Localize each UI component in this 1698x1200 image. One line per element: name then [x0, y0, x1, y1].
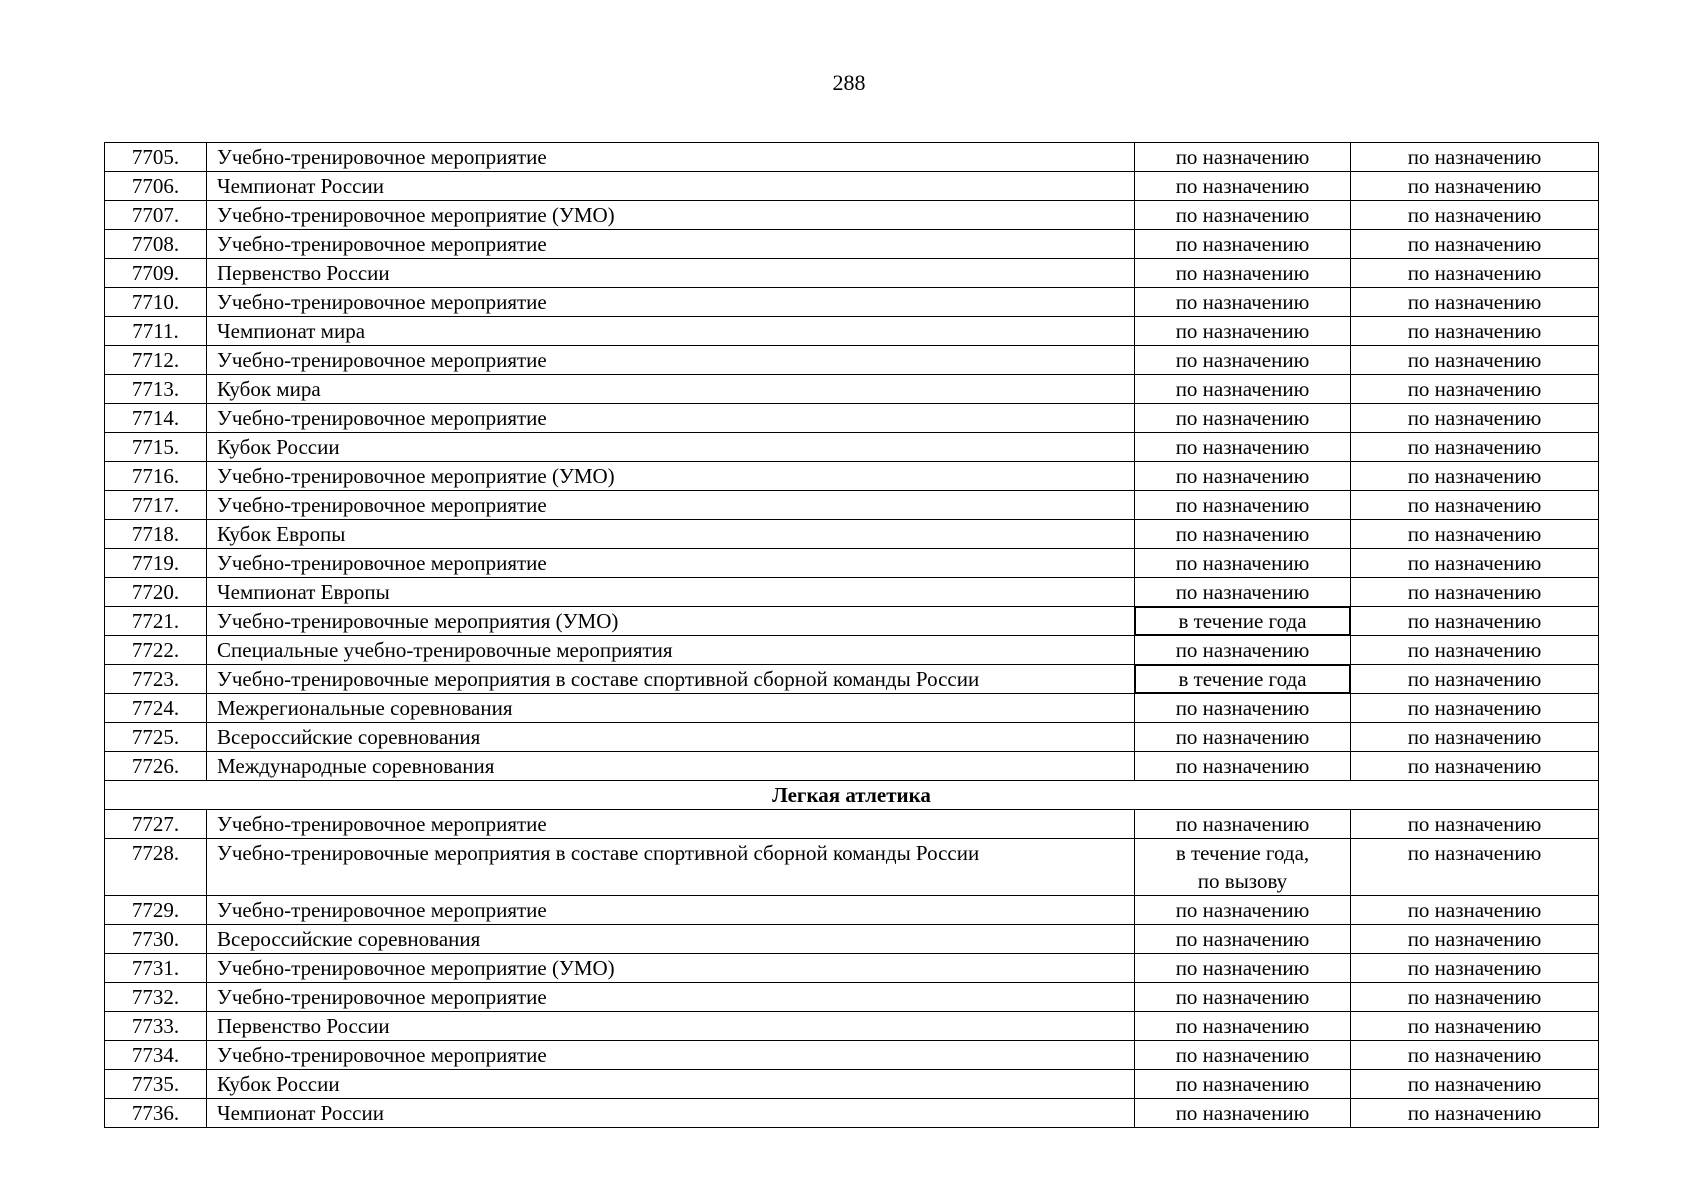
- row-number: 7728.: [105, 839, 207, 896]
- row-number: 7718.: [105, 520, 207, 549]
- event-name: Первенство России: [207, 259, 1135, 288]
- row-number: 7725.: [105, 723, 207, 752]
- row-number: 7720.: [105, 578, 207, 607]
- row-number: 7709.: [105, 259, 207, 288]
- event-date: по назначению: [1135, 1041, 1351, 1070]
- event-name: Чемпионат мира: [207, 317, 1135, 346]
- row-number: 7727.: [105, 810, 207, 839]
- event-date: по назначению: [1135, 549, 1351, 578]
- event-place: по назначению: [1351, 896, 1599, 925]
- table-row: [105, 549, 1599, 578]
- event-place: по назначению: [1351, 723, 1599, 752]
- event-name: Чемпионат России: [207, 172, 1135, 201]
- table-row: [105, 896, 1599, 925]
- event-date: по назначению: [1135, 230, 1351, 259]
- event-date: по назначению: [1135, 520, 1351, 549]
- event-place: по назначению: [1351, 1070, 1599, 1099]
- row-number: 7712.: [105, 346, 207, 375]
- event-date: по назначению: [1135, 954, 1351, 983]
- event-date: по назначению: [1135, 752, 1351, 781]
- event-place: по назначению: [1351, 1012, 1599, 1041]
- row-number: 7732.: [105, 983, 207, 1012]
- row-number: 7731.: [105, 954, 207, 983]
- event-date-line-2: по вызову: [1197, 869, 1288, 893]
- row-number: 7733.: [105, 1012, 207, 1041]
- event-place: по назначению: [1351, 694, 1599, 723]
- event-place: по назначению: [1351, 404, 1599, 433]
- event-date-line-1: в течение года,: [1175, 841, 1310, 865]
- row-number: 7736.: [105, 1099, 207, 1128]
- table-row: [105, 491, 1599, 520]
- table-row: [105, 375, 1599, 404]
- event-date: по назначению: [1135, 925, 1351, 954]
- event-place: по назначению: [1351, 462, 1599, 491]
- event-name: Учебно-тренировочные мероприятия (УМО): [207, 607, 1135, 636]
- event-date: по назначению: [1135, 896, 1351, 925]
- event-place: по назначению: [1351, 288, 1599, 317]
- event-place: по назначению: [1351, 143, 1599, 172]
- event-date: [1135, 839, 1351, 896]
- table-row: [105, 1041, 1599, 1070]
- table-row: [105, 723, 1599, 752]
- row-number: 7730.: [105, 925, 207, 954]
- table-row: [105, 665, 1599, 694]
- row-number: 7715.: [105, 433, 207, 462]
- table-row: [105, 317, 1599, 346]
- event-date: в течение года: [1135, 607, 1351, 636]
- event-date: по назначению: [1135, 259, 1351, 288]
- row-number: 7734.: [105, 1041, 207, 1070]
- section-header-row: [105, 781, 1599, 810]
- table-row: [105, 346, 1599, 375]
- event-place: по назначению: [1351, 810, 1599, 839]
- event-place: по назначению: [1351, 230, 1599, 259]
- row-number: 7723.: [105, 665, 207, 694]
- row-number: 7714.: [105, 404, 207, 433]
- row-number: 7719.: [105, 549, 207, 578]
- table-row: [105, 752, 1599, 781]
- event-name: Учебно-тренировочное мероприятие: [207, 810, 1135, 839]
- row-number: 7722.: [105, 636, 207, 665]
- event-place: по назначению: [1351, 578, 1599, 607]
- event-place: по назначению: [1351, 636, 1599, 665]
- row-number: 7717.: [105, 491, 207, 520]
- row-number: 7716.: [105, 462, 207, 491]
- event-date: по назначению: [1135, 404, 1351, 433]
- table-row: [105, 201, 1599, 230]
- event-name: Учебно-тренировочное мероприятие (УМО): [207, 201, 1135, 230]
- table-row: [105, 433, 1599, 462]
- event-place: по назначению: [1351, 375, 1599, 404]
- table-row: [105, 925, 1599, 954]
- row-number: 7724.: [105, 694, 207, 723]
- event-date: по назначению: [1135, 462, 1351, 491]
- row-number: 7710.: [105, 288, 207, 317]
- event-date: по назначению: [1135, 143, 1351, 172]
- table-row: [105, 172, 1599, 201]
- row-number: 7706.: [105, 172, 207, 201]
- event-name: Чемпионат Европы: [207, 578, 1135, 607]
- event-place: по назначению: [1351, 491, 1599, 520]
- event-date: по назначению: [1135, 1070, 1351, 1099]
- event-name: Учебно-тренировочное мероприятие: [207, 346, 1135, 375]
- row-number: 7729.: [105, 896, 207, 925]
- events-table: [104, 142, 1599, 1128]
- event-place: по назначению: [1351, 549, 1599, 578]
- row-number: 7721.: [105, 607, 207, 636]
- event-name: Кубок России: [207, 1070, 1135, 1099]
- event-place: по назначению: [1351, 172, 1599, 201]
- event-name: Всероссийские соревнования: [207, 723, 1135, 752]
- event-date: по назначению: [1135, 578, 1351, 607]
- table-row: [105, 230, 1599, 259]
- event-date: по назначению: [1135, 810, 1351, 839]
- table-row: [105, 143, 1599, 172]
- event-name: Учебно-тренировочное мероприятие: [207, 230, 1135, 259]
- event-date: по назначению: [1135, 317, 1351, 346]
- event-date: по назначению: [1135, 1012, 1351, 1041]
- event-name: Учебно-тренировочное мероприятие: [207, 491, 1135, 520]
- event-date: в течение года: [1135, 665, 1351, 694]
- event-date: по назначению: [1135, 983, 1351, 1012]
- row-number: 7711.: [105, 317, 207, 346]
- event-place: по назначению: [1351, 520, 1599, 549]
- table-row: [105, 636, 1599, 665]
- event-place: по назначению: [1351, 839, 1599, 896]
- event-place: по назначению: [1351, 433, 1599, 462]
- table-row: [105, 1012, 1599, 1041]
- event-name: Учебно-тренировочное мероприятие (УМО): [207, 462, 1135, 491]
- event-name: Международные соревнования: [207, 752, 1135, 781]
- event-date: по назначению: [1135, 491, 1351, 520]
- event-place: по назначению: [1351, 665, 1599, 694]
- event-date: по назначению: [1135, 172, 1351, 201]
- event-place: по назначению: [1351, 317, 1599, 346]
- event-date: по назначению: [1135, 288, 1351, 317]
- table-row: [105, 810, 1599, 839]
- event-name: Чемпионат России: [207, 1099, 1135, 1128]
- event-date: по назначению: [1135, 201, 1351, 230]
- event-name: Учебно-тренировочное мероприятие: [207, 896, 1135, 925]
- table-row: [105, 520, 1599, 549]
- event-name: Учебно-тренировочное мероприятие: [207, 983, 1135, 1012]
- event-name: Межрегиональные соревнования: [207, 694, 1135, 723]
- event-name: Учебно-тренировочное мероприятие: [207, 143, 1135, 172]
- row-number: 7707.: [105, 201, 207, 230]
- event-date: по назначению: [1135, 636, 1351, 665]
- event-name: Всероссийские соревнования: [207, 925, 1135, 954]
- event-place: по назначению: [1351, 1041, 1599, 1070]
- table-row: [105, 404, 1599, 433]
- row-number: 7735.: [105, 1070, 207, 1099]
- event-place: по назначению: [1351, 983, 1599, 1012]
- event-place: по назначению: [1351, 925, 1599, 954]
- event-name: Кубок мира: [207, 375, 1135, 404]
- table-row: [105, 578, 1599, 607]
- table-row: [105, 462, 1599, 491]
- event-date: по назначению: [1135, 346, 1351, 375]
- event-name: Учебно-тренировочные мероприятия в составе спортивной сборной команды России: [207, 839, 1135, 896]
- table-row: [105, 694, 1599, 723]
- table-row: [105, 607, 1599, 636]
- table-row: [105, 288, 1599, 317]
- event-place: по назначению: [1351, 752, 1599, 781]
- event-place: по назначению: [1351, 1099, 1599, 1128]
- event-name: Учебно-тренировочное мероприятие: [207, 549, 1135, 578]
- row-number: 7713.: [105, 375, 207, 404]
- event-name: Учебно-тренировочное мероприятие: [207, 288, 1135, 317]
- event-name: Учебно-тренировочное мероприятие (УМО): [207, 954, 1135, 983]
- event-place: по назначению: [1351, 259, 1599, 288]
- table-row: [105, 954, 1599, 983]
- event-date: по назначению: [1135, 433, 1351, 462]
- event-name: Учебно-тренировочное мероприятие: [207, 404, 1135, 433]
- event-name: Кубок Европы: [207, 520, 1135, 549]
- event-place: по назначению: [1351, 954, 1599, 983]
- event-name: Специальные учебно-тренировочные мероприятия: [207, 636, 1135, 665]
- row-number: 7705.: [105, 143, 207, 172]
- event-date: по назначению: [1135, 1099, 1351, 1128]
- table-row: [105, 839, 1599, 896]
- table-row: [105, 1099, 1599, 1128]
- section-title: Легкая атлетика: [105, 781, 1599, 810]
- event-name: Учебно-тренировочное мероприятие: [207, 1041, 1135, 1070]
- event-place: по назначению: [1351, 346, 1599, 375]
- event-date: по назначению: [1135, 694, 1351, 723]
- page-number: 288: [832, 70, 866, 95]
- event-name: Первенство России: [207, 1012, 1135, 1041]
- event-place: по назначению: [1351, 201, 1599, 230]
- event-place: по назначению: [1351, 607, 1599, 636]
- table-row: [105, 983, 1599, 1012]
- row-number: 7726.: [105, 752, 207, 781]
- row-number: 7708.: [105, 230, 207, 259]
- event-date: по назначению: [1135, 723, 1351, 752]
- event-date: по назначению: [1135, 375, 1351, 404]
- table-row: [105, 1070, 1599, 1099]
- event-name: Учебно-тренировочные мероприятия в составе спортивной сборной команды России: [207, 665, 1135, 694]
- event-name: Кубок России: [207, 433, 1135, 462]
- table-row: [105, 259, 1599, 288]
